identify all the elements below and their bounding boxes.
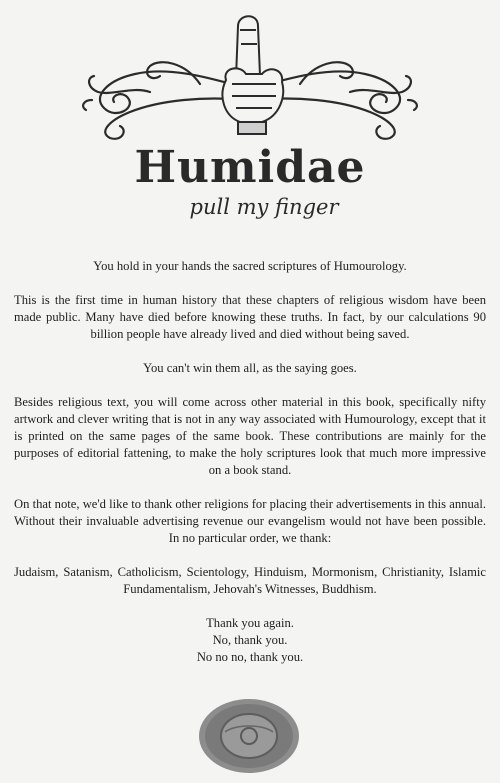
signoff-line: No no no, thank you.: [196, 650, 304, 664]
emblem-artwork: [0, 0, 500, 230]
raised-finger-hand-icon: [222, 16, 283, 134]
header-emblem: [0, 0, 500, 230]
saying-line: You can't win them all, as the saying goes.: [143, 361, 357, 375]
page-title: Humidae: [134, 142, 366, 193]
history-paragraph: This is the first time in human history that these chapters of religious wisdom have been made public. Many have died before knowing these truths. In fact, by our calculations 90 billion people have already lived and died without being saved.: [14, 293, 486, 341]
signoff-line: Thank you again.: [206, 616, 294, 630]
material-paragraph: Besides religious text, you will come across other material in this book, specifically nifty artwork and clever writing that is not in any way associated with Humourology, except that it is printed on the same pages of the same book. These contributions are mainly for the purposes of editorial fattening, to make the holy scriptures look that much more impressive on a book stand.: [14, 395, 486, 477]
page-subtitle: pull my finger: [189, 195, 339, 219]
wax-seal: [195, 694, 303, 776]
religions-list: Judaism, Satanism, Catholicism, Scientology, Hinduism, Mormonism, Christianity, Islamic Fundamentalism, Jehovah's Witnesses, Buddhism.: [14, 565, 486, 596]
signoff-block: [14, 615, 486, 666]
scripture-text: [14, 258, 486, 666]
signoff-line: No, thank you.: [212, 633, 288, 647]
thanks-paragraph: On that note, we'd like to thank other religions for placing their advertisements in this annual. Without their invaluable advertising revenue our evangelism would not have been possible. In no particular order, we thank:: [14, 497, 486, 545]
intro-line: You hold in your hands the sacred scriptures of Humourology.: [93, 259, 407, 273]
